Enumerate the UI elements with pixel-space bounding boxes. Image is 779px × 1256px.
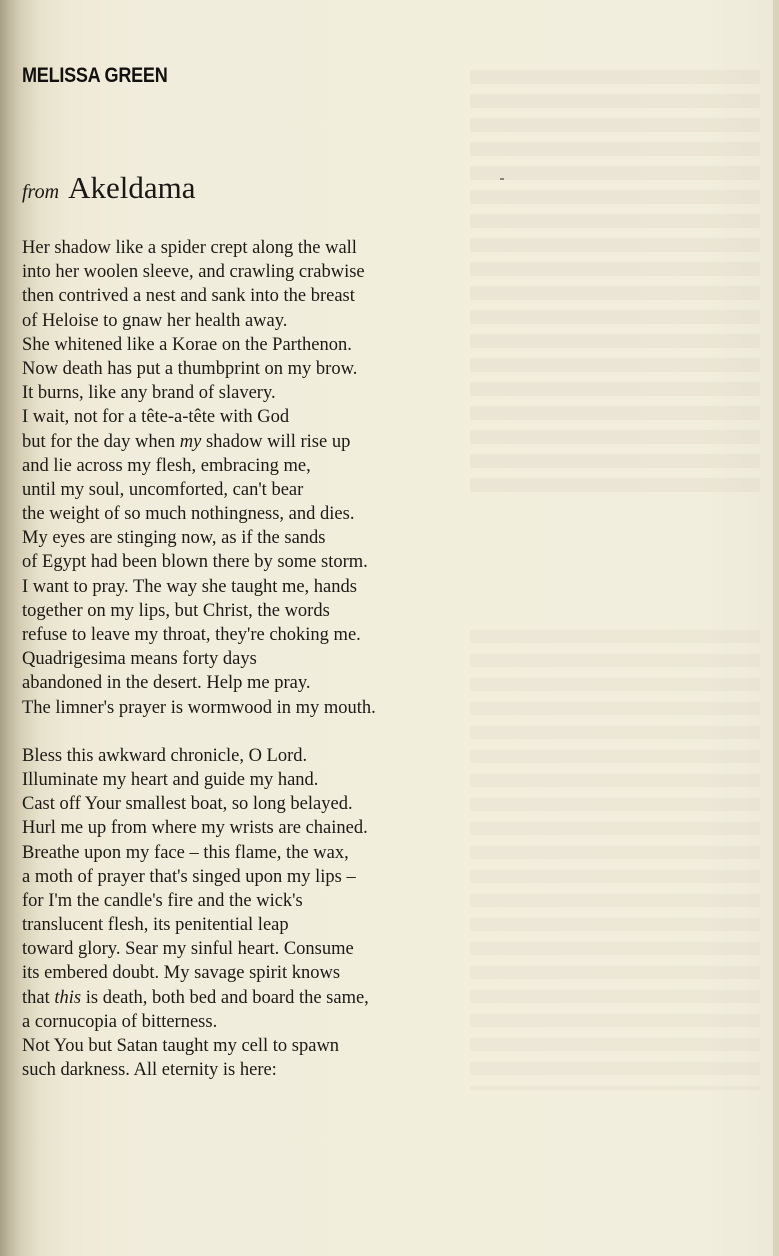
- poem-line: a moth of prayer that's singed upon my lips –: [22, 866, 356, 887]
- page-edge: [773, 0, 779, 1256]
- poem-line: for I'm the candle's fire and the wick's: [22, 890, 303, 911]
- poem-line: Not You but Satan taught my cell to spawn: [22, 1036, 340, 1056]
- poem-line: abandoned in the desert. Help me pray.: [22, 673, 311, 694]
- poem-line: of Egypt had been blown there by some storm.: [22, 552, 368, 573]
- italic-word: my: [179, 431, 202, 452]
- poem-line: a cornucopia of bitterness.: [22, 1011, 218, 1032]
- line-segment: is death, both bed and board the same,: [81, 987, 369, 1008]
- line-segment: that: [22, 987, 55, 1008]
- poem-line: the weight of so much nothingness, and dies.: [22, 504, 355, 525]
- poem-line: It burns, like any brand of slavery.: [22, 383, 276, 404]
- poem-line: I wait, not for a tête-a-tête with God: [22, 407, 290, 428]
- poem-line: of Heloise to gnaw her health away.: [22, 310, 288, 331]
- poem-line: into her woolen sleeve, and crawling crabwise: [22, 262, 365, 283]
- poem-line: The limner's prayer is wormwood in my mouth.: [22, 697, 376, 718]
- poem-line: [22, 986, 462, 1010]
- poem-line: I want to pray. The way she taught me, hands: [22, 576, 357, 597]
- poem-line: until my soul, uncomforted, can't bear: [22, 479, 304, 500]
- poem-title: [22, 170, 195, 210]
- poem-line: and lie across my flesh, embracing me,: [22, 455, 311, 476]
- show-through-text: [470, 630, 760, 1090]
- poem-line: then contrived a nest and sank into the breast: [22, 286, 355, 307]
- line-segment: but for the day when: [22, 431, 180, 452]
- title-main: Akeldama: [68, 170, 196, 205]
- poem-line: Cast off Your smallest boat, so long belayed.: [22, 794, 353, 815]
- poem-line: My eyes are stinging now, as if the sands: [22, 528, 326, 549]
- poem-line: Bless this awkward chronicle, O Lord.: [22, 745, 308, 766]
- stanza: [22, 236, 462, 720]
- poem-line: its embered doubt. My savage spirit knows: [22, 963, 341, 984]
- poem-line: Breathe upon my face – this flame, the wax,: [22, 842, 349, 863]
- poem-line: She whitened like a Korae on the Parthenon.: [22, 334, 352, 355]
- poem-line: toward glory. Sear my sinful heart. Consume: [22, 939, 354, 960]
- poem-line: [22, 430, 462, 454]
- poem-line: Hurl me up from where my wrists are chained.: [22, 818, 368, 839]
- poem-line: refuse to leave my throat, they're choking me.: [22, 625, 361, 645]
- poem-line: Quadrigesima means forty days: [22, 649, 257, 670]
- poem-line: Her shadow like a spider crept along the wall: [22, 238, 357, 258]
- title-prefix: from: [22, 181, 60, 203]
- poem-line: Illuminate my heart and guide my hand.: [22, 769, 319, 790]
- poem-line: together on my lips, but Christ, the words: [22, 600, 330, 621]
- ink-speck: [500, 178, 504, 180]
- poem-body: [22, 236, 462, 1082]
- author-name: MELISSA GREEN: [22, 64, 168, 87]
- line-segment: shadow will rise up: [201, 431, 351, 452]
- stanza: [22, 744, 462, 1083]
- poem-line: Now death has put a thumbprint on my brow.: [22, 358, 358, 379]
- poem-line: translucent flesh, its penitential leap: [22, 915, 289, 936]
- show-through-text: [470, 70, 760, 500]
- poem-line: such darkness. All eternity is here:: [22, 1060, 277, 1081]
- italic-word: this: [54, 987, 82, 1008]
